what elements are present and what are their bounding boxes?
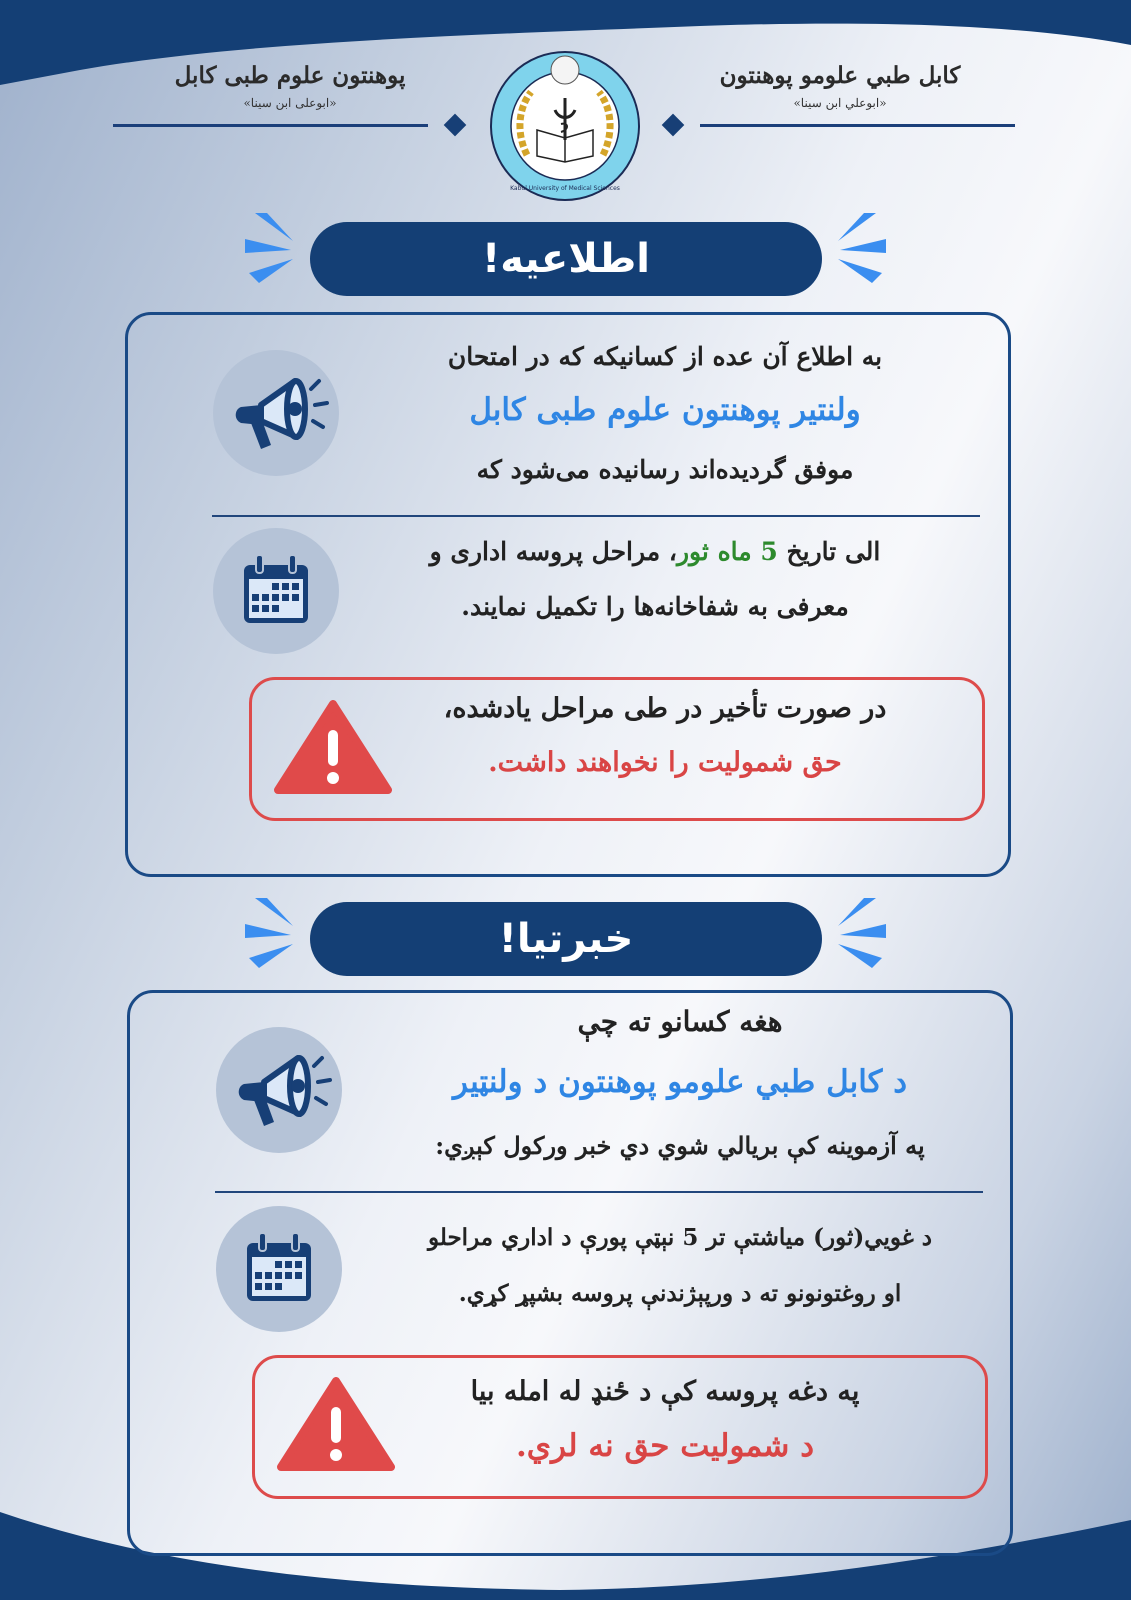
pashto-announce-line2: د کابل طبي علومو پوهنتون د ولنټیر: [453, 1064, 907, 1100]
header-subtitle-pashto: «ابوعلي ابن سینا»: [793, 96, 887, 110]
pashto-warning-line2: د شمولیت حق نه لري.: [516, 1428, 814, 1464]
pashto-deadline-line1: د غویي(ثور) میاشتې تر 5 نېټې پورې د اداري مراحلو: [427, 1224, 933, 1251]
diamond-ornament-left: [444, 114, 467, 137]
diamond-ornament-right: [662, 114, 685, 137]
pashto-warning-line1: په دغه پروسه کې د ځنډ له امله بیا: [470, 1376, 860, 1407]
dari-deadline-line2: معرفی به شفاخانه‌ها را تکمیل نمایند.: [461, 592, 849, 621]
pashto-deadline-line2: او روغتونونو ته د ورپېژندنې پروسه بشپړ کړي.: [458, 1280, 902, 1307]
pashto-announce-line3: په آزموینه کې بریالي شوي دي خبر ورکول کېږي:: [435, 1131, 925, 1160]
burst-decoration-right: [832, 898, 886, 968]
header-title-pashto: کابل طبي علومو پوهنتون: [719, 62, 961, 89]
banner-notice-dari: اطلاعیه!: [310, 222, 822, 296]
megaphone-icon: [221, 363, 331, 463]
dari-warning-line1: در صورت تأخیر در طی مراحل یادشده،: [443, 693, 887, 724]
calendar-icon-circle: [213, 528, 339, 654]
deadline-date-highlight: 5 ماه ثور: [676, 537, 778, 566]
dari-deadline-line1: الی تاریخ 5 ماه ثور، مراحل پروسه اداری و: [429, 537, 881, 566]
burst-decoration-right: [832, 213, 886, 283]
header-divider-right: [700, 124, 1015, 127]
dari-announce-line2: ولنتیر پوهنتون علوم طبی کابل: [469, 392, 861, 428]
dari-announce-line1: به اطلاع آن عده از کسانیکه که در امتحان: [447, 342, 883, 371]
section-divider: [212, 515, 980, 517]
megaphone-icon-circle: [213, 350, 339, 476]
warning-triangle-icon: [277, 1377, 395, 1473]
banner-notice-pashto: خبرتیا!: [310, 902, 822, 976]
megaphone-icon: [224, 1040, 334, 1140]
university-logo: [489, 50, 641, 202]
burst-decoration-left: [245, 213, 299, 283]
dari-announce-line3: موفق گردیده‌اند رسانیده می‌شود که: [476, 455, 854, 484]
warning-triangle-icon: [274, 700, 392, 796]
calendar-icon: [241, 1231, 317, 1307]
dari-warning-line2: حق شمولیت را نخواهند داشت.: [488, 747, 842, 778]
pashto-announce-line1: هغه کسانو ته چې: [577, 1005, 783, 1038]
burst-decoration-left: [245, 898, 299, 968]
section-divider: [215, 1191, 983, 1193]
header-title-dari: پوهنتون علوم طبی کابل: [174, 62, 406, 89]
megaphone-icon-circle: [216, 1027, 342, 1153]
header-subtitle-dari: «ابوعلی ابن سینا»: [243, 96, 337, 110]
calendar-icon-circle: [216, 1206, 342, 1332]
calendar-icon: [238, 553, 314, 629]
header-divider-left: [113, 124, 428, 127]
svg-text:Kabul University of Medical Sc: Kabul University of Medical Sciences: [510, 185, 620, 192]
